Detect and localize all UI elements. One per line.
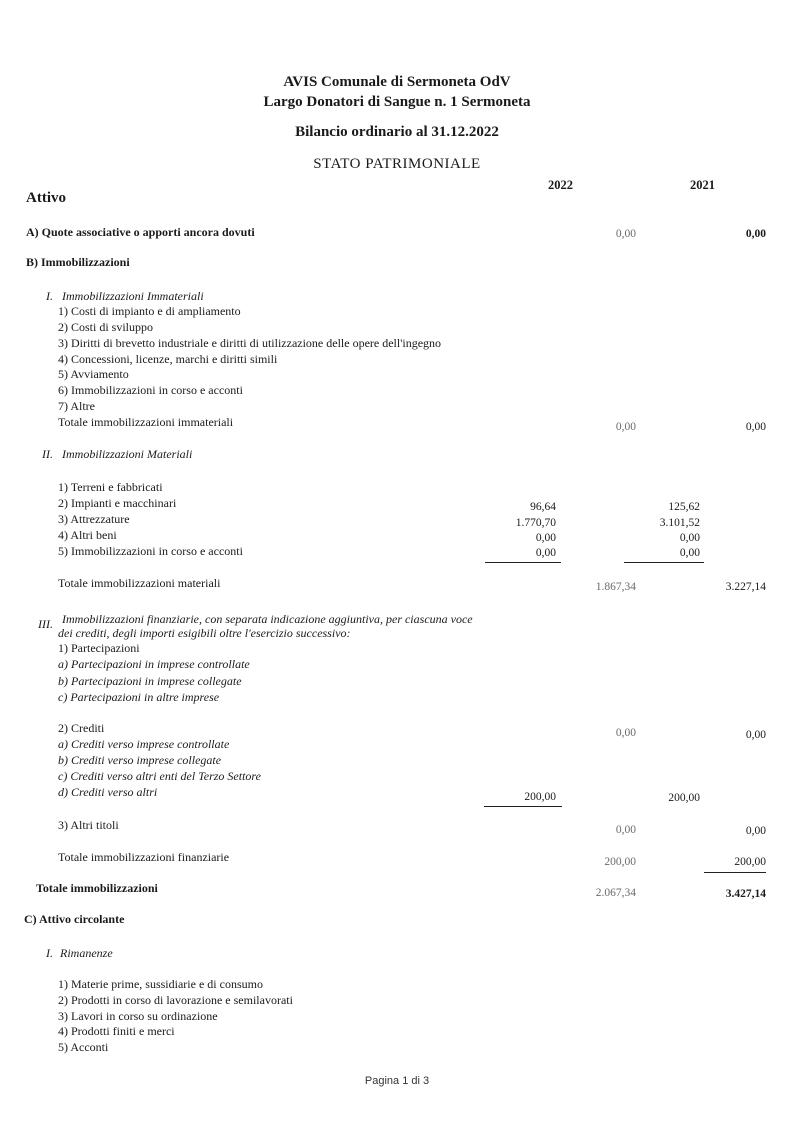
list-item: 4) Prodotti finiti e merci	[58, 1024, 175, 1038]
total-immateriali-2022: 0,00	[615, 421, 636, 433]
list-item: 3) Lavori in corso su ordinazione	[58, 1009, 218, 1023]
list-item: a) Crediti verso imprese controllate	[58, 737, 230, 751]
section-b-iii-title-cont: dei crediti, degli importi esigibili oltre l'esercizio successivo:	[58, 626, 351, 640]
list-item: 3) Diritti di brevetto industriale e diritti di utilizzazione delle opere dell'ingegno	[58, 336, 442, 350]
list-item: 1) Terreni e fabbricati	[58, 480, 163, 494]
subtotal-rule	[624, 562, 704, 563]
list-item: 2) Prodotti in corso di lavorazione e semilavorati	[58, 993, 293, 1007]
crediti-label: 2) Crediti	[58, 721, 105, 735]
total-materiali-2022: 1.867,34	[595, 581, 636, 593]
subtotal-rule	[485, 562, 561, 563]
total-materiali-2021: 3.227,14	[725, 581, 766, 593]
document-subtitle: Bilancio ordinario al 31.12.2022	[295, 124, 499, 140]
section-b-i-title: Immobilizzazioni Immateriali	[62, 289, 204, 303]
section-b-ii-title: Immobilizzazioni Materiali	[62, 447, 193, 461]
crediti-2021: 0,00	[745, 729, 766, 741]
list-item: 5) Acconti	[58, 1040, 109, 1054]
section-b-ii-roman: II.	[42, 447, 53, 461]
page-number: Pagina 1 di 3	[364, 1075, 430, 1087]
total-immobilizzazioni-label: Totale immobilizzazioni	[36, 881, 158, 895]
section-c-i-title: Rimanenze	[60, 946, 113, 960]
attrezzature-2021: 3.101,52	[659, 517, 700, 529]
total-materiali-label: Totale immobilizzazioni materiali	[58, 576, 221, 590]
total-finanziarie-label: Totale immobilizzazioni finanziarie	[58, 850, 230, 864]
impianti-2022: 96,64	[530, 501, 556, 513]
crediti-altri-2021: 200,00	[668, 792, 700, 804]
total-immobilizzazioni-2022: 2.067,34	[595, 887, 636, 899]
section-a-label: A) Quote associative o apporti ancora dovuti	[26, 225, 255, 239]
altri-beni-2022: 0,00	[535, 532, 556, 544]
list-item: 1) Materie prime, sussidiarie e di consumo	[58, 977, 263, 991]
column-header-2022: 2022	[548, 178, 573, 192]
list-item: 6) Immobilizzazioni in corso e acconti	[58, 383, 243, 397]
list-item: c) Crediti verso altri enti del Terzo Settore	[58, 769, 261, 783]
list-item: 5) Immobilizzazioni in corso e acconti	[58, 544, 243, 558]
org-name: AVIS Comunale di Sermoneta OdV	[283, 74, 511, 90]
section-b-i-roman: I.	[46, 289, 53, 303]
list-item: 4) Altri beni	[58, 528, 117, 542]
attrezzature-2022: 1.770,70	[515, 517, 556, 529]
section-b-label: B) Immobilizzazioni	[26, 255, 130, 269]
altri-titoli-label: 3) Altri titoli	[58, 818, 119, 832]
list-item: b) Partecipazioni in imprese collegate	[58, 674, 242, 688]
column-header-2021: 2021	[690, 178, 715, 192]
subtotal-rule	[484, 806, 562, 807]
total-immobilizzazioni-2021: 3.427,14	[725, 888, 766, 900]
impianti-2021: 125,62	[668, 501, 700, 513]
list-item: 5) Avviamento	[58, 367, 129, 381]
in-corso-2022: 0,00	[535, 547, 556, 559]
total-finanziarie-2022: 200,00	[604, 856, 636, 868]
attivo-heading: Attivo	[26, 190, 66, 206]
list-item: 2) Impianti e macchinari	[58, 496, 177, 510]
section-b-iii-title: Immobilizzazioni finanziarie, con separata indicazione aggiuntiva, per ciascuna voce	[62, 612, 473, 626]
list-item: b) Crediti verso imprese collegate	[58, 753, 222, 767]
altri-titoli-2021: 0,00	[745, 825, 766, 837]
altri-beni-2021: 0,00	[679, 532, 700, 544]
list-item: 7) Altre	[58, 399, 95, 413]
section-a-2021: 0,00	[745, 228, 766, 240]
section-b-iii-roman: III.	[38, 617, 53, 631]
section-c-label: C) Attivo circolante	[24, 912, 125, 926]
list-item: 1) Costi di impianto e di ampliamento	[58, 304, 241, 318]
altri-titoli-2022: 0,00	[615, 824, 636, 836]
section-a-2022: 0,00	[615, 228, 636, 240]
crediti-altri-2022: 200,00	[524, 791, 556, 803]
list-item: 2) Costi di sviluppo	[58, 320, 154, 334]
in-corso-2021: 0,00	[679, 547, 700, 559]
crediti-2022: 0,00	[615, 727, 636, 739]
total-immateriali-label: Totale immobilizzazioni immateriali	[58, 415, 234, 429]
org-address: Largo Donatori di Sangue n. 1 Sermoneta	[263, 94, 531, 110]
total-finanziarie-2021: 200,00	[734, 856, 766, 868]
section-c-i-roman: I.	[46, 946, 53, 960]
list-item: c) Partecipazioni in altre imprese	[58, 690, 220, 704]
total-immateriali-2021: 0,00	[745, 421, 766, 433]
total-rule	[704, 872, 766, 873]
partecipazioni-label: 1) Partecipazioni	[58, 641, 140, 655]
list-item: a) Partecipazioni in imprese controllate	[58, 657, 250, 671]
list-item: 4) Concessioni, licenze, marchi e diritti simili	[58, 352, 278, 366]
list-item: d) Crediti verso altri	[58, 785, 158, 799]
list-item: 3) Attrezzature	[58, 512, 130, 526]
statement-title: STATO PATRIMONIALE	[313, 156, 481, 172]
